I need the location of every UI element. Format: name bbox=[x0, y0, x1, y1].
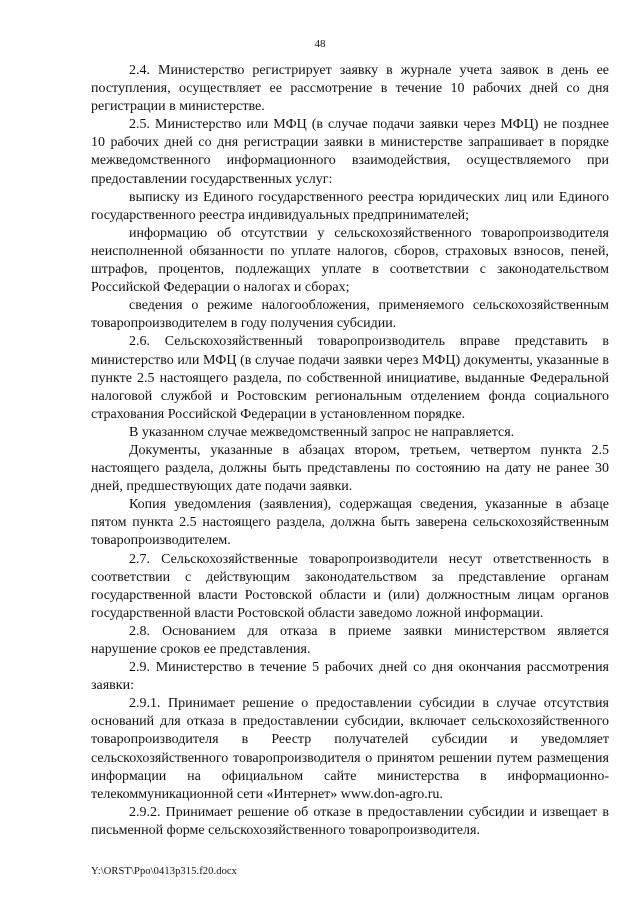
paragraph-2-9-1: 2.9.1. Принимает решение о предоставлении субсидии в случае отсутствия оснований для отказа в предоставлении субсидии, включает сельскохозяйственного товаропроизводителя в Реестр получателей субсидии и уведомляет сельскохозяйственного товаропроизводителя о принятом решении путем размещения информации на официальном сайте министерства в информационно-телекоммуникационной сети «Интернет» www.don-agro.ru. bbox=[91, 696, 609, 802]
paragraph-2-9: 2.9. Министерство в течение 5 рабочих дней со дня окончания рассмотрения заявки: bbox=[91, 660, 609, 694]
paragraph-2-4: 2.4. Министерство регистрирует заявку в журнале учета заявок в день ее поступления, осуществляет ее рассмотрение в течение 10 рабочих дней со дня регистрации в министерстве. bbox=[91, 63, 609, 115]
paragraph-2-5-item-tax-regime: сведения о режиме налогообложения, применяемого сельскохозяйственным товаропроизводителем в году получения субсидии. bbox=[91, 298, 609, 332]
paragraph-2-6: 2.6. Сельскохозяйственный товаропроизводитель вправе представить в министерство или МФЦ (в случае подачи заявки через МФЦ) документы, указанные в пункте 2.5 настоящего раздела, по собственной инициативе, выданные Федеральной налоговой службой и Ростовским региональным отделением фонда социального страхования Российской Федерации в установленном порядке. bbox=[91, 334, 609, 422]
paragraph-2-6-no-request: В указанном случае межведомственный запрос не направляется. bbox=[129, 424, 515, 440]
page-number: 48 bbox=[314, 38, 326, 50]
paragraph-2-9-2: 2.9.2. Принимает решение об отказе в предоставлении субсидии и извещает в письменной форме сельскохозяйственного товаропроизводителя. bbox=[91, 804, 609, 838]
paragraph-2-5-item-tax-debt: информацию об отсутствии у сельскохозяйственного товаропроизводителя неисполненной обязанности по уплате налогов, сборов, страховых взносов, пеней, штрафов, процентов, подлежащих уплате в соответствии с законодательством Российской Федерации о налогах и сборах; bbox=[91, 225, 609, 296]
paragraph-2-6-documents-date: Документы, указанные в абзацах втором, третьем, четвертом пункта 2.5 настоящего раздела, должны быть представлены по состоянию на дату не ранее 30 дней, предшествующих дате подачи заявки. bbox=[91, 442, 609, 495]
paragraph-2-5: 2.5. Министерство или МФЦ (в случае подачи заявки через МФЦ) не позднее 10 рабочих дней со дня регистрации заявки в министерстве запрашивает в порядке межведомственного информационного взаимодействия, осуществляемого при предоставлении государственных услуг: bbox=[91, 117, 609, 187]
paragraph-2-7: 2.7. Сельскохозяйственные товаропроизводители несут ответственность в соответствии с действующим законодательством за представление органам государственной власти Ростовской области и (или) должностным лицам органов государственной власти Ростовской области заведомо ложной информации. bbox=[91, 551, 609, 621]
file-path-footer: Y:\ORST\Ppo\0413p315.f20.docx bbox=[91, 866, 238, 877]
paragraph-2-5-item-egrul: выписку из Единого государственного реестра юридических лиц или Единого государственного реестра индивидуальных предпринимателей; bbox=[91, 189, 609, 223]
paragraph-2-6-notice-copy: Копия уведомления (заявления), содержащая сведения, указанные в абзаце пятом пункта 2.5 настоящего раздела, должна быть заверена сельскохозяйственным товаропроизводителем. bbox=[91, 497, 609, 549]
paragraph-2-8: 2.8. Основанием для отказа в приеме заявки министерством является нарушение сроков ее представления. bbox=[91, 623, 609, 657]
document-body bbox=[91, 62, 609, 840]
